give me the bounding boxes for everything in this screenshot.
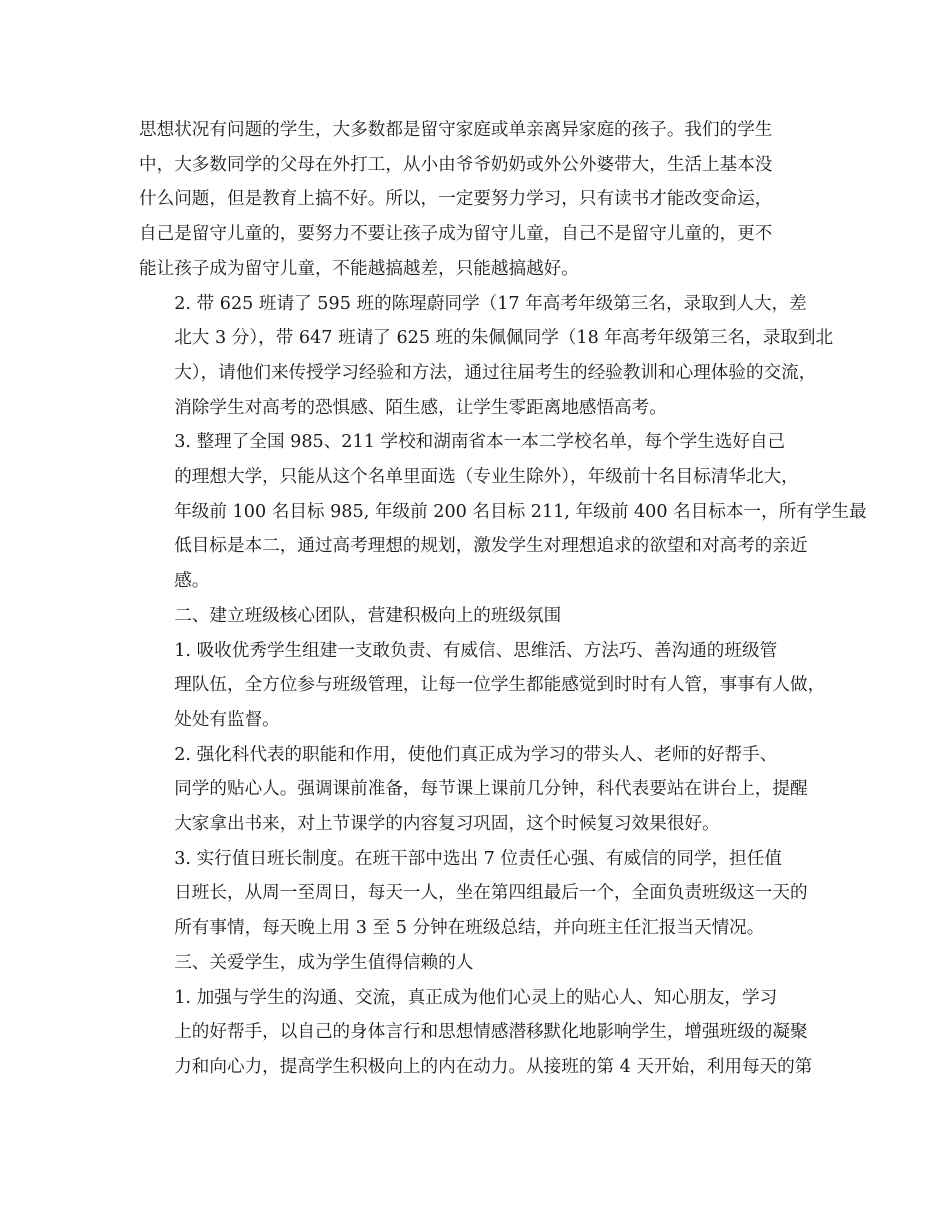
paragraph xyxy=(139,842,814,946)
text-line: 二、建立班级核心团队，营建积极向上的班级氛围 xyxy=(174,605,562,626)
text-line: 上的好帮手，以自己的身体言行和思想情感潜移默化地影响学生，增强班级的凝聚 xyxy=(174,1022,808,1043)
text-line: 什么问题，但是教育上搞不好。所以，一定要努力学习，只有读书才能改变命运， xyxy=(139,189,773,210)
text-line: 2. 带 625 班请了 595 班的陈瑆蔚同学（17 年高考年级第三名，录取到人大，差 xyxy=(174,293,807,314)
text-line: 自己是留守儿童的，要努力不要让孩子成为留守儿童，自己不是留守儿童的，更不 xyxy=(139,224,773,245)
text-line: 消除学生对高考的恐惧感、陌生感，让学生零距离地感悟高考。 xyxy=(174,397,667,418)
text-line: 力和向心力，提高学生积极向上的内在动力。从接班的第 4 天开始，利用每天的第 xyxy=(174,1056,813,1077)
text-line: 能让孩子成为留守儿童，不能越搞越差，只能越搞越好。 xyxy=(139,258,579,279)
text-line: 三、关爱学生，成为学生值得信赖的人 xyxy=(174,952,474,973)
text-line: 大家拿出书来，对上节课学的内容复习巩固，这个时候复习效果很好。 xyxy=(174,814,720,835)
paragraph xyxy=(139,946,814,981)
paragraph xyxy=(139,634,826,738)
paragraph xyxy=(139,738,814,842)
text-line: 日班长，从周一至周日，每天一人，坐在第四组最后一个，全面负责班级这一天的 xyxy=(174,883,808,904)
text-line: 年级前 100 名目标 985, 年级前 200 名目标 211, 年级前 400 名目标本一，所有学生最 xyxy=(174,501,867,522)
paragraph xyxy=(139,113,814,287)
text-line: 所有事情，每天晚上用 3 至 5 分钟在班级总结，并向班主任汇报当天情况。 xyxy=(174,918,765,939)
paragraph xyxy=(139,981,814,1085)
text-line: 1. 吸收优秀学生组建一支敢负责、有威信、思维活、方法巧、善沟通的班级管 xyxy=(174,640,778,661)
text-line: 中，大多数同学的父母在外打工，从小由爷爷奶奶或外公外婆带大，生活上基本没 xyxy=(139,154,773,175)
text-line: 1. 加强与学生的沟通、交流，真正成为他们心灵上的贴心人、知心朋友，学习 xyxy=(174,987,778,1008)
text-line: 处处有监督。 xyxy=(174,709,280,730)
text-line: 理队伍，全方位参与班级管理，让每一位学生都能感觉到时时有人管，事事有人做， xyxy=(174,675,826,696)
text-line: 2. 强化科代表的职能和作用，使他们真正成为学习的带头人、老师的好帮手、 xyxy=(174,744,778,765)
text-line: 3. 整理了全国 985、211 学校和湖南省本一本二学校名单，每个学生选好自己 xyxy=(174,432,786,453)
text-line: 同学的贴心人。强调课前准备，每节课上课前几分钟，科代表要站在讲台上，提醒 xyxy=(174,779,808,800)
paragraph xyxy=(139,599,814,634)
text-line: 低目标是本二，通过高考理想的规划，激发学生对理想追求的欲望和对高考的亲近 xyxy=(174,536,808,557)
text-line: 大），请他们来传授学习经验和方法，通过往届考生的经验教训和心理体验的交流， xyxy=(174,362,817,383)
text-line: 北大 3 分），带 647 班请了 625 班的朱佩佩同学（18 年高考年级第三名，录取到北 xyxy=(174,328,834,349)
document-body xyxy=(139,113,867,1085)
text-line: 感。 xyxy=(174,571,210,592)
paragraph xyxy=(139,287,834,426)
paragraph xyxy=(139,425,867,599)
text-line: 3. 实行值日班长制度。在班干部中选出 7 位责任心强、有威信的同学，担任值 xyxy=(174,848,782,869)
text-line: 思想状况有问题的学生，大多数都是留守家庭或单亲离异家庭的孩子。我们的学生 xyxy=(139,120,773,140)
text-line: 的理想大学，只能从这个名单里面选（专业生除外），年级前十名目标清华北大， xyxy=(174,467,799,488)
